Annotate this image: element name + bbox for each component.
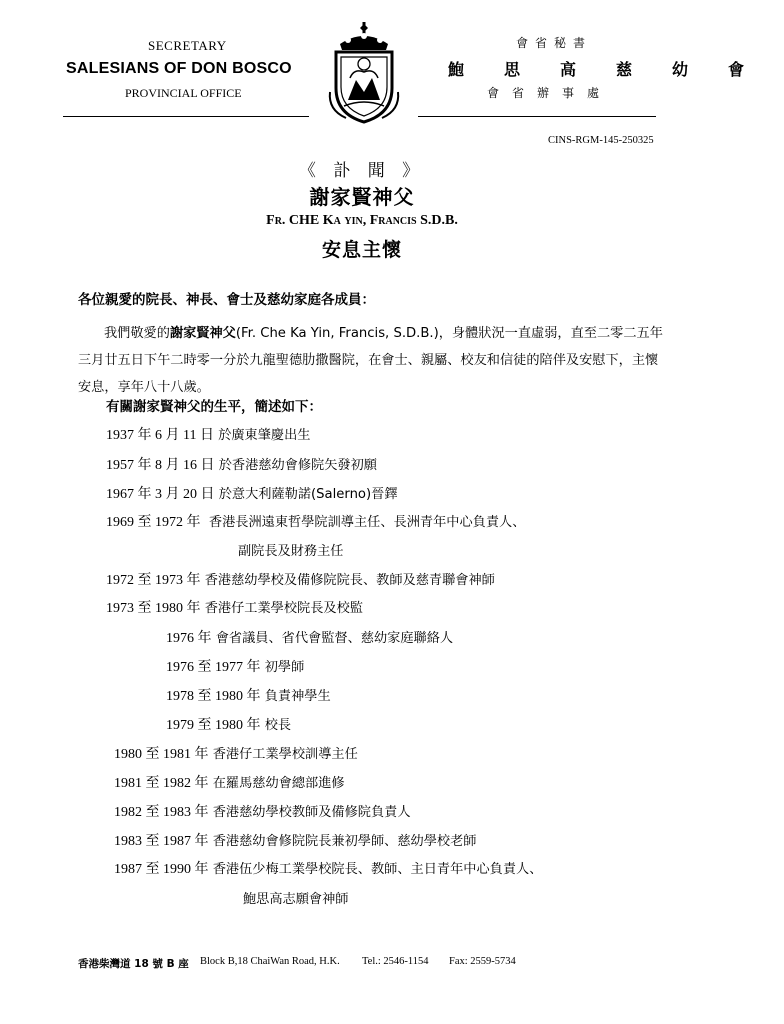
timeline-text: 於香港慈幼會修院矢發初願	[218, 458, 377, 473]
timeline-text: 在羅馬慈幼會總部進修	[212, 776, 345, 791]
timeline-item	[114, 743, 358, 763]
timeline-date: 1972 至 1973 年	[106, 573, 201, 588]
timeline-continuation	[238, 540, 344, 559]
office-label: PROVINCIAL OFFICE	[125, 86, 242, 100]
timeline-text: 初學師	[264, 660, 305, 675]
deceased-name-cn: 謝家賢神父	[309, 185, 415, 209]
timeline-date: 1980 至 1981 年	[114, 747, 209, 762]
timeline-date: 1976 年	[166, 631, 212, 646]
timeline-item	[114, 858, 542, 878]
timeline-item	[106, 569, 495, 589]
timeline-text: 香港慈幼會修院院長兼初學師、慈幼學校老師	[212, 834, 477, 849]
reference-number: CINS-RGM-145-250325	[548, 135, 654, 146]
timeline-date: 1981 至 1982 年	[114, 776, 209, 791]
announcement-paragraph	[78, 320, 668, 401]
timeline-date: 1979 至 1980 年	[166, 718, 261, 733]
timeline-date: 1983 至 1987 年	[114, 834, 209, 849]
timeline-text: 於廣東肇慶出生	[218, 428, 311, 443]
organization-name: SALESIANS OF DON BOSCO	[66, 60, 292, 77]
timeline-continuation	[243, 888, 349, 907]
salutation: 各位親愛的院長、神長、會士及慈幼家庭各成員：	[78, 292, 375, 308]
timeline-text: 負責神學生	[264, 689, 331, 704]
timeline-item	[106, 597, 363, 617]
secretary-label-cn: 會省秘書	[516, 36, 593, 50]
footer-address-cn: 香港柴灣道 18 號 B 座	[78, 958, 189, 970]
timeline-text: 鮑思高志願會神師	[243, 892, 349, 907]
paragraph-text: (Fr. Che Ka Yin, Francis, S.D.B.)，身體狀況一直虛弱，直至二零二五年三月廿五日下午二時零一分於九龍聖德肋撒醫院，在會士、親屬、校友和信徒的陪伴及安慰下，主懷安息，享年八十八歲。	[78, 326, 663, 395]
timeline-date: 1973 至 1980 年	[106, 601, 201, 616]
timeline-item	[106, 511, 525, 531]
timeline-text: 香港仔工業學校訓導主任	[212, 747, 358, 762]
footer-fax: Fax: 2559-5734	[449, 956, 516, 967]
timeline-text: 副院長及財務主任	[238, 544, 344, 559]
deceased-name-en: Fr. CHE Ka yin, Francis S.D.B.	[266, 213, 458, 228]
rest-in-peace-heading: 安息主懷	[321, 239, 402, 261]
timeline-date: 1978 至 1980 年	[166, 689, 261, 704]
timeline-date: 1967 年 3 月 20 日	[106, 487, 215, 502]
timeline-text: 香港慈幼學校教師及備修院負責人	[212, 805, 411, 820]
timeline-text: 香港長洲遠東哲學院訓導主任、長洲青年中心負責人、	[208, 515, 526, 530]
timeline-item	[114, 772, 345, 792]
organization-name-cn: 鮑思高慈幼會	[448, 60, 784, 79]
timeline-subitem	[166, 685, 331, 705]
timeline-item	[106, 483, 398, 503]
timeline-date: 1957 年 8 月 16 日	[106, 458, 215, 473]
salesian-crest-logo	[326, 22, 402, 124]
timeline-text: 香港伍少梅工業學校院長、教師、主日青年中心負責人、	[212, 862, 543, 877]
timeline-date: 1982 至 1983 年	[114, 805, 209, 820]
timeline-text: 於意大利薩勒諾(Salerno)晉鐸	[218, 487, 398, 502]
timeline-subitem	[166, 714, 291, 734]
timeline-subitem	[166, 656, 304, 676]
timeline-text: 香港仔工業學校院長及校監	[204, 601, 363, 616]
header-rule-right	[418, 116, 656, 117]
header-rule-left	[63, 116, 309, 117]
biography-intro: 有關謝家賢神父的生平，簡述如下：	[106, 399, 322, 415]
footer-address-en: Block B,18 ChaiWan Road, H.K.	[200, 956, 340, 967]
office-label-cn: 會省辦事處	[487, 86, 613, 100]
timeline-date: 1987 至 1990 年	[114, 862, 209, 877]
timeline-item	[106, 424, 311, 444]
paragraph-name: 謝家賢神父	[169, 326, 236, 341]
timeline-subitem	[166, 627, 453, 647]
timeline-date: 1937 年 6 月 11 日	[106, 428, 214, 443]
timeline-date: 1969 至 1972 年	[106, 515, 201, 530]
paragraph-prefix: 我們敬愛的	[104, 326, 170, 341]
timeline-text: 香港慈幼學校及備修院院長、教師及慈青聯會神師	[204, 573, 495, 588]
timeline-item	[114, 801, 411, 821]
timeline-date: 1976 至 1977 年	[166, 660, 261, 675]
timeline-text: 校長	[264, 718, 292, 733]
obituary-heading: 《 訃 聞 》	[298, 161, 426, 181]
timeline-item	[106, 454, 377, 474]
timeline-text: 會省議員、省代會監督、慈幼家庭聯絡人	[215, 631, 454, 646]
footer-telephone: Tel.: 2546-1154	[362, 956, 429, 967]
secretary-label: SECRETARY	[148, 38, 227, 53]
timeline-item	[114, 830, 476, 850]
